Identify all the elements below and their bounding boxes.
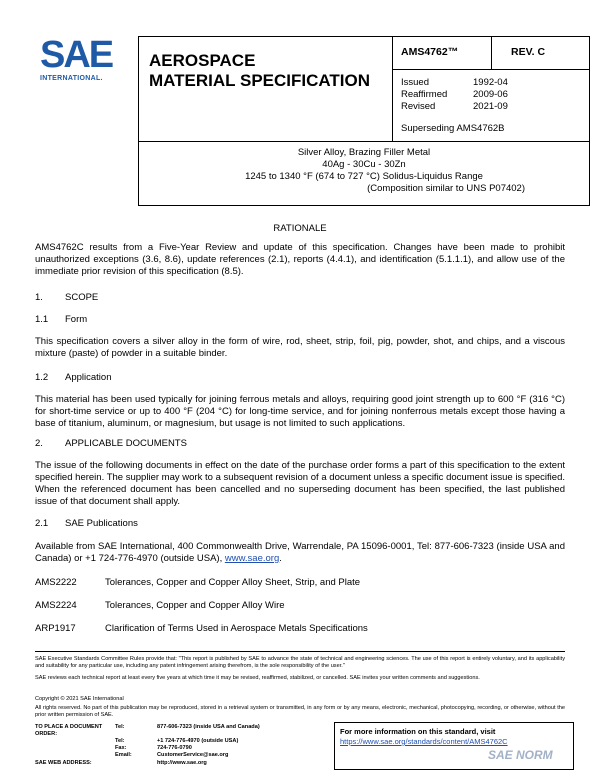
superseding-note: Superseding AMS4762B	[401, 123, 505, 134]
divider	[491, 37, 492, 69]
web-address-link[interactable]: http://www.sae.org	[157, 760, 207, 766]
order-contacts: TO PLACE A DOCUMENT ORDER: Tel: 877-606-7323 (inside USA and Canada) Tel: +1 724-776-4970 (outside USA) Fax: 724-776-0790 Email: CustomerService@sae.org	[35, 724, 260, 758]
section-heading: 1.1 Form	[35, 314, 88, 325]
paragraph: This material has been used typically for joining ferrous metals and alloys, requiring good joint strength up to 600 °F (316 °C) for short-time service or up to 400 °F (204 °C) for long-time service, and for joining nonferrous metals except those having a base of titanium, aluminum, or magnesium, but usage is not limited to such applications.	[35, 394, 565, 429]
footer-rule	[35, 651, 565, 652]
reference-item: AMS2222 Tolerances, Copper and Copper Alloy Sheet, Strip, and Plate	[35, 577, 361, 588]
standard-page-link[interactable]: https://www.sae.org/standards/content/AMS4762C	[340, 737, 508, 746]
section-heading: 1.2 Application	[35, 372, 112, 383]
logo-wordmark: SAE	[40, 34, 113, 76]
footer-copyright: Copyright © 2021 SAE International	[35, 696, 124, 702]
title-line: MATERIAL SPECIFICATION	[149, 71, 370, 90]
divider	[392, 69, 590, 70]
material-subject	[139, 147, 589, 195]
sae-logo	[40, 36, 122, 84]
logo-subtitle: INTERNATIONAL.	[40, 75, 103, 82]
reference-item: AMS2224 Tolerances, Copper and Copper Alloy Wire	[35, 600, 285, 611]
section-heading: 2. APPLICABLE DOCUMENTS	[35, 438, 187, 449]
date-row: Issued 1992-04	[401, 77, 508, 88]
subject-note: (Composition similar to UNS P07402)	[367, 183, 525, 194]
subject-line: Silver Alloy, Brazing Filler Metal	[297, 147, 431, 158]
info-box	[334, 722, 574, 770]
sae-website-link[interactable]: www.sae.org	[224, 553, 280, 564]
section-heading: 2.1 SAE Publications	[35, 518, 138, 529]
paragraph: The issue of the following documents in effect on the date of the purchase order forms a part of this specification to the extent specified herein. The supplier may work to a subsequent revision of a document unless a specific document issue is specified. When the referenced document has been cancelled and no superseding document has been specified, the last published issue of that document shall apply.	[35, 460, 565, 507]
subject-line: 1245 to 1340 °F (674 to 727 °C) Solidus-Liquidus Range	[245, 171, 483, 182]
document-type-title	[149, 51, 370, 91]
paragraph: This specification covers a silver alloy in the form of wire, rod, sheet, strip, foil, pig, powder, shot, and chips, and a viscous mixture (paste) of powder in a suitable binder.	[35, 336, 565, 359]
footer-rights: All rights reserved. No part of this publication may be reproduced, stored in a retrieval system or transmitted, in any form or by any means, electronic, mechanical, photocopying, recording, or otherwise, without the prior written permission of SAE.	[35, 705, 565, 718]
footer-review-note: SAE reviews each technical report at least every five years at which time it may be revised, reaffirmed, stabilized, or cancelled. SAE invites your written comments and suggestions.	[35, 675, 480, 681]
divider	[139, 141, 589, 142]
spec-number: AMS4762™	[401, 46, 459, 58]
paragraph: Available from SAE International, 400 Commonwealth Drive, Warrendale, PA 15096-0001, Tel: 877-606-7323 (inside USA and Canada) or +1 724-776-4970 (outside USA), www.sae.org.	[35, 541, 565, 564]
revision-label: REV. C	[511, 46, 546, 58]
watermark: SAE NORM	[488, 748, 553, 762]
contact-email[interactable]: CustomerService@sae.org	[157, 752, 229, 758]
title-line: AEROSPACE	[149, 51, 256, 70]
spec-header-box	[138, 36, 590, 206]
footer-disclaimer: SAE Executive Standards Committee Rules provide that: "This report is published by SAE to advance the state of technical and engineering sciences. The use of this report is entirely voluntary, and its applicability and suitability for any particular use, including any patent infringement arising therefrom, is the sole responsibility of the user."	[35, 656, 565, 669]
date-row: Revised 2021-09	[401, 101, 508, 112]
subject-line: 40Ag - 30Cu - 30Zn	[322, 159, 406, 170]
web-address: SAE WEB ADDRESS: http://www.sae.org	[35, 760, 207, 766]
date-table	[401, 77, 508, 113]
divider	[392, 37, 393, 141]
info-heading: For more information on this standard, visit	[340, 727, 496, 736]
reference-item: ARP1917 Clarification of Terms Used in Aerospace Metals Specifications	[35, 623, 368, 634]
rationale-text: AMS4762C results from a Five-Year Review and update of this specification. Changes have been made to prohibit unauthorized exceptions (3.6, 8.6), update references (2.1), reports (4.4.1), and identification (5.1.1.1), and allow use of the immediate prior revision of this specification (8.5).	[35, 242, 565, 277]
rationale-heading: RATIONALE	[273, 223, 327, 234]
section-heading: 1. SCOPE	[35, 292, 99, 303]
date-row: Reaffirmed 2009-06	[401, 89, 508, 100]
